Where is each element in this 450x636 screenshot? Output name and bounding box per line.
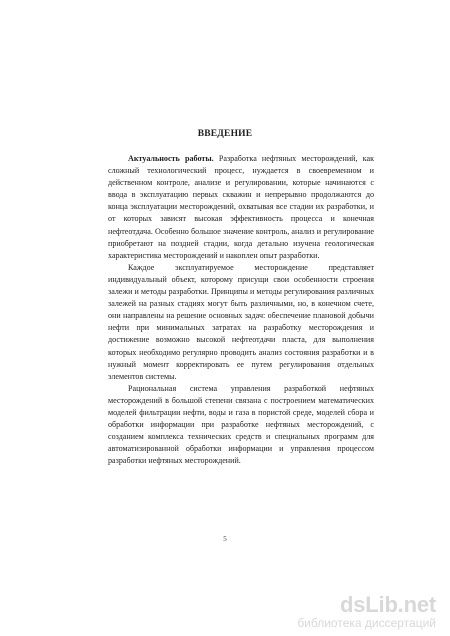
- paragraph-relevance: [108, 153, 374, 262]
- paragraph-deposit-object: [108, 262, 374, 383]
- watermark-logo: dsLib.net: [340, 592, 436, 617]
- paragraph-text: Каждое эксплуатируемое месторождение представляет индивидуальный объект, которому присущи свои особенности строения залежи и методы разработки. Принципы и методы регулирования различных залежей на разных стадиях могут быть различными, но, в конечном счете, они направлены на решение основных задач: обеспечение плановой добычи нефти при минимальных затратах на разработку месторождения и достижение возможно высокой нефтеотдачи пласта, для выполнения которых необходимо регулярно проводить анализ состояния разработки и в нужный момент корректировать ее путем регулирования отдельных элементов системы.: [108, 262, 374, 381]
- watermark: [297, 594, 436, 630]
- document-body: [108, 153, 374, 467]
- page-number: 5: [223, 535, 227, 543]
- paragraph-text: Разработка нефтяных месторождений, как сложный технологический процесс, нуждается в своевременном и действенном контроле, анализе и регулировании, которые начинаются с ввода в эксплуатацию первых скважин и непрерывно продолжаются до конца эксплуатации месторождений, охватывая все стадии их разработки, и от которых зависят высокая эффективность процесса и конечная нефтеотдача. Особенно большое значение контроль, анализ и регулирование приобретают на поздней стадии, когда детально изучена геологическая характеристика месторождений и накоплен опыт разработки.: [108, 154, 374, 260]
- paragraph-text: Рациональная система управления разработкой нефтяных месторождений в большой степени связана с построением математических моделей фильтрации нефти, воды и газа в пористой среде, моделей сбора и обработки информации при разработке нефтяных месторождений, с созданием комплекса технических средств и специальных программ для автоматизированной обработки информации и управления процессом разработки нефтяных месторождений.: [108, 383, 374, 466]
- paragraph-lead-in: Актуальность работы.: [128, 154, 214, 163]
- page-title: ВВЕДЕНИЕ: [197, 129, 253, 139]
- watermark-subtitle: библиотека диссертаций: [297, 616, 436, 630]
- paragraph-management-system: [108, 383, 374, 468]
